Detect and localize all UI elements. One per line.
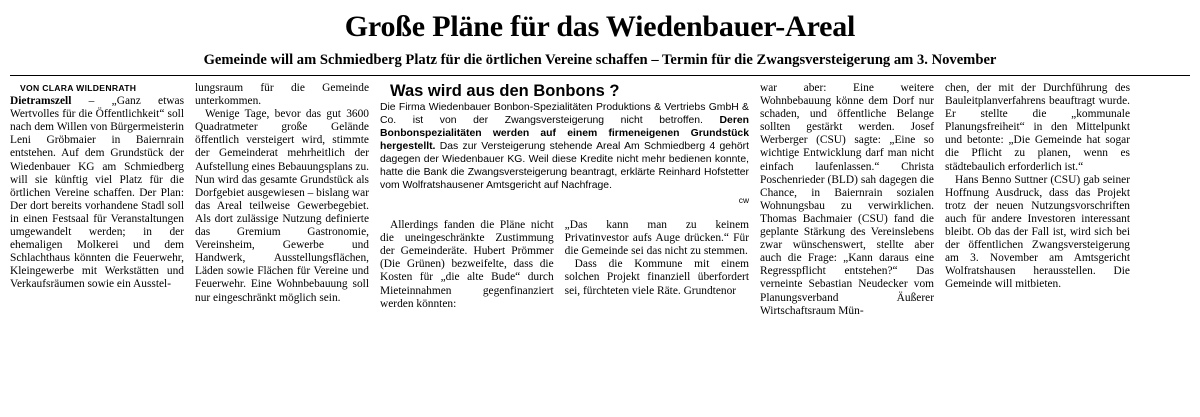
column4-paragraph-2: Dass die Kommune mit einem solchen Projekt finanziell überfordert sei, fürchteten viele Räte. Grundtenor	[564, 258, 749, 297]
sidebar-feature	[380, 82, 749, 207]
column-3-4-block	[380, 82, 760, 311]
column2-paragraph-2: Wenige Tage, bevor das gut 3600 Quadratmeter große Gelände öffentlich versteigert wird, stimmte der Gemeinderat mehrheitlich der Aufstellung eines Bebauungsplans zu. Nun wird das gesamte Grundstück als Dorfgebiet ausgewiesen – bislang war das Areal teilweise Gewerbegebiet. Als dort zulässige Nutzung definierte das Gremium Gastronomie, Vereinsheim, Gewerbe und Handwerk, Ausstellungsflächen, Läden sowie Flächen für Vereine und Feuerwehr. Eine Wohnbebauung soll nur eingeschränkt möglich sein.	[195, 108, 369, 304]
byline: VON CLARA WILDENRATH	[20, 83, 137, 93]
page-subtitle: Gemeinde will am Schmiedberg Platz für die örtlichen Vereine schaffen – Termin für die Zwangsversteigerung am 3. November	[203, 52, 997, 68]
lead-paragraph	[10, 95, 184, 291]
lead-paragraph-text: – „Ganz etwas Wertvolles für die Öffentlichkeit“ soll nach dem Willen von Bürgermeisterin Leni Gröbmaier in Baiernrain entstehen. Auf dem Grundstück der Wiedenbauer KG am Schmiedberg will sie künftig viel Platz für die örtlichen Vereine schaffen. Der Plan: Der dort bereits vorhandene Stadl soll in einen Festsaal für Veranstaltungen umgewandelt werden; in der ehemaligen Molkerei und dem Schlachthaus könnten die Feuerwehr, Kleingewerbe mit Werkstätten und Verkaufsräumen sowie ein Ausstel-	[10, 95, 184, 291]
feature-spacer	[380, 207, 749, 219]
column6-paragraph-1: chen, der mit der Durchführung des Bauleitplanverfahrens beauftragt wurde. Er stellte die „kommunale Planungsfreiheit“ in den Mittelpunkt und betonte: „Die Gemeinde hat sogar die Pflicht zu planen, wenn es städtebaulich erforderlich ist.“	[945, 82, 1130, 173]
feature-text-1: Die Firma Wiedenbauer Bonbon-Spezialitäten Produktions & Vertriebs GmbH & Co. ist von der Zwangsversteigerung nicht betroffen.	[380, 102, 749, 126]
column-6	[945, 82, 1130, 292]
column6-paragraph-2: Hans Benno Suttner (CSU) gab seiner Hoffnung Ausdruck, dass das Projekt trotz der neuen Nutzungsvorschriften auch für andere Investoren interessant bleibt. Ob das der Fall ist, wird sich bei der öffentlichen Zwangsversteigerung am 3. November am Amtsgericht Wolfratshausen herausstellen. Die Gemeinde will mitbieten.	[945, 173, 1130, 291]
column-3	[380, 219, 565, 311]
column-2	[195, 82, 380, 305]
feature-paragraph	[380, 101, 749, 192]
article-columns	[10, 82, 1190, 318]
column2-paragraph-1: lungsraum für die Gemeinde unterkommen.	[195, 82, 369, 108]
column-4	[565, 219, 749, 311]
page-title: Große Pläne für das Wiedenbauer-Areal	[344, 10, 856, 43]
feature-text-bold: Deren Bonbonspezialitäten werden auf einem firmeneigenen Grundstück hergestellt.	[380, 115, 749, 152]
column5-paragraph-1: war aber: Eine weitere Wohnbebauung könne dem Dorf nur schaden, und öffentliche Belange sollten gestärkt werden. Josef Werberger (CSU) sagte: „Eine so wichtige Entwicklung darf man nicht einfach laufenlassen.“ Christa Poschenrieder (BLD) sah dagegen die Chance, in Baiernrain sozialen Wohnungsbau zu verwirklichen. Thomas Bachmaier (CSU) fand die geplante Stärkung des Vereinslebens zwar wünschenswert, stellte aber auch die Frage: „Kann daraus eine Regresspflicht entstehen?“ Das verneinte Sebastian Neudecker vom Planungsverband Äußerer Wirtschaftsraum Mün-	[760, 82, 934, 317]
feature-title: Was wird aus den Bonbons ?	[390, 82, 620, 100]
feature-text-2: Das zur Versteigerung stehende Areal Am Schmiedberg 4 gehört dagegen der Wiedenbauer KG. Weil diese Kredite nicht mehr bedienen konnte, hatte die Bank die Zwangsversteigerung beantragt, erklärte Reinhard Hofstetter vom Wolfratshausener Amtsgericht auf Nachfrage.	[380, 141, 749, 191]
header-divider	[10, 75, 1190, 76]
column3-paragraph-1: Allerdings fanden die Pläne nicht die uneingeschränkte Zustimmung der Gemeinderäte. Hubert Prömmer (Die Grünen) bezweifelte, dass die Kosten für „die alte Bude“ durch Mieteinnahmen gegenfinanziert werden könnten:	[380, 219, 554, 310]
feature-body	[380, 101, 749, 192]
column4-paragraph-1: „Das kann man zu keinem Privatinvestor aufs Auge drücken.“ Für die Gemeinde sei das nicht zu stemmen.	[564, 219, 749, 258]
column-1	[10, 82, 195, 292]
dateline: Dietramszell	[10, 95, 72, 108]
lower-subcolumns	[380, 219, 749, 311]
feature-credit: cw	[738, 195, 749, 205]
column-5	[760, 82, 945, 318]
